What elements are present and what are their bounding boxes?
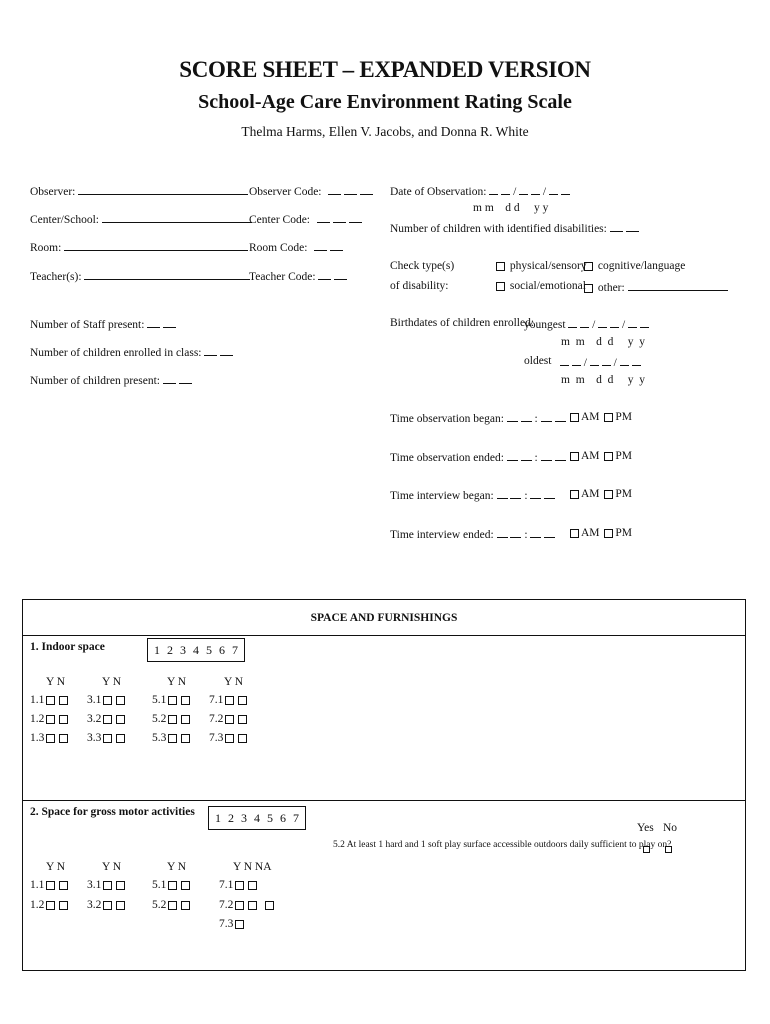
date-yy-1[interactable]: [549, 184, 558, 195]
indicator-row[interactable]: [209, 694, 249, 706]
oldest-yy-2[interactable]: [632, 355, 641, 366]
item-2-label: 2. Space for gross motor activities: [30, 806, 195, 818]
no-checkbox[interactable]: [181, 696, 190, 705]
other-input[interactable]: [628, 280, 728, 291]
page-title: SCORE SHEET – EXPANDED VERSION: [179, 57, 591, 82]
indicator-number: 3.2: [87, 899, 102, 911]
indicator-row[interactable]: [219, 899, 276, 911]
am-checkbox[interactable]: [570, 452, 579, 461]
date-mm-2[interactable]: [501, 184, 510, 195]
center-code-input-2[interactable]: [333, 212, 346, 223]
slash: /: [513, 186, 517, 198]
room-label: Room:: [30, 242, 62, 254]
center-code-input-1[interactable]: [317, 212, 330, 223]
yes-checkbox[interactable]: [103, 696, 112, 705]
center-school-input[interactable]: [102, 212, 252, 223]
authors: Thelma Harms, Ellen V. Jacobs, and Donna R. White: [241, 124, 529, 139]
slash: /: [613, 357, 617, 369]
children-enrolled-input-1[interactable]: [204, 345, 217, 356]
oldest-yy-1[interactable]: [620, 355, 629, 366]
col-head: Y N: [167, 676, 187, 688]
check-type-label-2: of disability:: [390, 280, 449, 292]
time-obs-ended-mm-1[interactable]: [541, 450, 552, 461]
time-int-began-mm-1[interactable]: [530, 488, 541, 499]
children-present-field[interactable]: [30, 373, 192, 387]
pm-label: PM: [615, 450, 633, 462]
other-option[interactable]: [582, 280, 728, 294]
indicator-row[interactable]: [152, 879, 192, 891]
time-obs-ended-ampm[interactable]: [568, 450, 632, 462]
indicator-question: 5.2 At least 1 hard and 1 soft play surface accessible outdoors daily sufficient to play on?: [333, 840, 672, 850]
time-int-ended-hh-2[interactable]: [510, 527, 521, 538]
indicator-row[interactable]: [219, 879, 259, 891]
no-checkbox[interactable]: [238, 696, 247, 705]
colon: :: [534, 452, 538, 464]
item-divider: [22, 800, 746, 801]
slash: /: [592, 319, 596, 331]
youngest-mm-2[interactable]: [580, 317, 589, 328]
room-field[interactable]: [30, 240, 248, 254]
indicator-row[interactable]: [152, 713, 192, 725]
col-head: Y N: [224, 676, 244, 688]
col-head: Y N: [102, 861, 122, 873]
other-checkbox[interactable]: [584, 284, 593, 293]
observer-code-input-2[interactable]: [344, 184, 357, 195]
slash: /: [542, 186, 547, 198]
pm-checkbox[interactable]: [604, 529, 613, 538]
observer-code-label: Observer Code:: [249, 186, 322, 198]
no-checkbox[interactable]: [116, 881, 125, 890]
yes-checkbox[interactable]: [168, 696, 177, 705]
indicator-number: 1.2: [30, 899, 45, 911]
time-obs-ended-hh-2[interactable]: [521, 450, 532, 461]
social-emotional-label: social/emotional: [509, 280, 586, 292]
indicator-number: 1.1: [30, 694, 45, 706]
teacher-code-field[interactable]: [249, 269, 347, 283]
yes-checkbox[interactable]: [225, 715, 234, 724]
pm-checkbox[interactable]: [604, 413, 613, 422]
no-checkbox[interactable]: [238, 734, 247, 743]
no-header: No: [663, 822, 678, 834]
yes-checkbox[interactable]: [235, 901, 244, 910]
cognitive-language-option[interactable]: [582, 260, 685, 272]
yes-checkbox[interactable]: [235, 920, 244, 929]
no-checkbox[interactable]: [116, 734, 125, 743]
center-school-field[interactable]: [30, 212, 252, 226]
observer-code-input-3[interactable]: [360, 184, 373, 195]
col-head: Y N: [167, 861, 187, 873]
yes-checkbox[interactable]: [168, 734, 177, 743]
youngest-dd-2[interactable]: [610, 317, 619, 328]
youngest-yy-2[interactable]: [640, 317, 649, 328]
col-head: Y N: [102, 676, 122, 688]
item-2-scale[interactable]: 1 2 3 4 5 6 7: [208, 806, 306, 830]
time-obs-began-mm-1[interactable]: [541, 411, 552, 422]
time-int-began-ampm[interactable]: [568, 488, 632, 500]
question-no-checkbox[interactable]: [665, 840, 672, 858]
indicator-number: 5.2: [152, 899, 167, 911]
staff-present-input-1[interactable]: [147, 317, 160, 328]
no-checkbox[interactable]: [116, 901, 125, 910]
children-present-input-2[interactable]: [179, 373, 192, 384]
cognitive-language-label: cognitive/language: [597, 260, 686, 272]
time-obs-began-field[interactable]: [390, 411, 566, 425]
date-hint: m m d d y y: [473, 202, 549, 214]
oldest-label: oldest: [524, 355, 552, 367]
yes-checkbox[interactable]: [225, 696, 234, 705]
no-checkbox[interactable]: [59, 696, 68, 705]
time-int-ended-label: Time interview ended:: [390, 529, 494, 541]
yes-checkbox[interactable]: [168, 715, 177, 724]
oldest-mm-1[interactable]: [560, 355, 569, 366]
youngest-field[interactable]: [524, 317, 649, 331]
indicator-row[interactable]: [152, 694, 192, 706]
indicator-row[interactable]: [87, 732, 127, 744]
teacher-code-label: Teacher Code:: [249, 271, 316, 283]
item-1-label: 1. Indoor space: [30, 641, 105, 653]
am-checkbox[interactable]: [570, 529, 579, 538]
indicator-number: 7.2: [209, 713, 224, 725]
yes-checkbox[interactable]: [235, 881, 244, 890]
colon: :: [524, 490, 528, 502]
disabilities-input-2[interactable]: [626, 221, 639, 232]
children-present-input-1[interactable]: [163, 373, 176, 384]
section-title: SPACE AND FURNISHINGS: [310, 612, 458, 624]
indicator-number: 5.1: [152, 694, 167, 706]
time-obs-began-label: Time observation began:: [390, 413, 504, 425]
yes-checkbox[interactable]: [46, 715, 55, 724]
yes-checkbox[interactable]: [46, 901, 55, 910]
time-int-ended-field[interactable]: [390, 527, 555, 541]
youngest-date-hint: m m d d y y: [561, 336, 646, 348]
indicator-number: 7.3: [209, 732, 224, 744]
yes-checkbox[interactable]: [103, 901, 112, 910]
time-obs-began-ampm[interactable]: [568, 411, 632, 423]
indicator-row[interactable]: [87, 694, 127, 706]
am-label: AM: [581, 488, 600, 500]
indicator-row[interactable]: [30, 694, 70, 706]
no-checkbox[interactable]: [238, 715, 247, 724]
time-int-ended-mm-1[interactable]: [530, 527, 541, 538]
indicator-number: 7.3: [219, 918, 234, 930]
am-checkbox[interactable]: [570, 490, 579, 499]
indicator-row[interactable]: [152, 899, 192, 911]
no-checkbox[interactable]: [248, 901, 257, 910]
pm-label: PM: [615, 488, 633, 500]
children-enrolled-input-2[interactable]: [220, 345, 233, 356]
physical-sensory-option[interactable]: [494, 260, 587, 272]
yes-checkbox[interactable]: [103, 734, 112, 743]
oldest-field[interactable]: [560, 355, 641, 369]
am-label: AM: [581, 450, 600, 462]
indicator-number: 7.1: [219, 879, 234, 891]
yes-checkbox[interactable]: [225, 734, 234, 743]
indicator-number: 7.1: [209, 694, 224, 706]
observer-label: Observer:: [30, 186, 76, 198]
indicator-row[interactable]: [87, 879, 127, 891]
pm-label: PM: [615, 411, 633, 423]
no-checkbox[interactable]: [181, 734, 190, 743]
pm-checkbox[interactable]: [604, 452, 613, 461]
indicator-row[interactable]: [30, 899, 70, 911]
center-code-label: Center Code:: [249, 214, 310, 226]
col-head: Y N: [46, 861, 66, 873]
slash: /: [621, 319, 626, 331]
indicator-number: 3.2: [87, 713, 102, 725]
yes-checkbox[interactable]: [103, 881, 112, 890]
item-1-scale[interactable]: 1 2 3 4 5 6 7: [147, 638, 245, 662]
children-enrolled-field[interactable]: [30, 345, 233, 359]
no-checkbox[interactable]: [181, 881, 190, 890]
no-checkbox[interactable]: [181, 901, 190, 910]
no-checkbox[interactable]: [116, 715, 125, 724]
yes-checkbox[interactable]: [46, 696, 55, 705]
children-present-label: Number of children present:: [30, 375, 160, 387]
yes-checkbox[interactable]: [168, 901, 177, 910]
observer-input[interactable]: [78, 184, 248, 195]
yes-checkbox[interactable]: [168, 881, 177, 890]
room-code-label: Room Code:: [249, 242, 308, 254]
date-dd-2[interactable]: [531, 184, 540, 195]
time-int-began-label: Time interview began:: [390, 490, 494, 502]
indicator-number: 5.1: [152, 879, 167, 891]
colon: :: [524, 529, 528, 541]
pm-checkbox[interactable]: [604, 490, 613, 499]
indicator-number: 3.1: [87, 694, 102, 706]
observer-field[interactable]: [30, 184, 248, 198]
time-obs-ended-hh-1[interactable]: [507, 450, 518, 461]
oldest-dd-1[interactable]: [590, 355, 599, 366]
no-checkbox[interactable]: [59, 734, 68, 743]
indicator-row[interactable]: [152, 732, 192, 744]
time-obs-began-mm-2[interactable]: [555, 411, 566, 422]
date-yy-2[interactable]: [561, 184, 570, 195]
center-code-input-3[interactable]: [349, 212, 362, 223]
staff-present-field[interactable]: [30, 317, 176, 331]
social-emotional-option[interactable]: [494, 280, 586, 292]
no-checkbox[interactable]: [59, 881, 68, 890]
no-checkbox[interactable]: [59, 901, 68, 910]
time-obs-ended-mm-2[interactable]: [555, 450, 566, 461]
center-school-label: Center/School:: [30, 214, 99, 226]
col-head: Y N NA: [233, 861, 272, 873]
indicator-row[interactable]: [219, 918, 246, 930]
observer-code-input-1[interactable]: [328, 184, 341, 195]
date-of-observation-label: Date of Observation:: [390, 186, 487, 198]
yes-checkbox[interactable]: [46, 881, 55, 890]
time-int-began-mm-2[interactable]: [544, 488, 555, 499]
staff-present-input-2[interactable]: [163, 317, 176, 328]
indicator-number: 1.3: [30, 732, 45, 744]
indicator-number: 7.2: [219, 899, 234, 911]
am-label: AM: [581, 411, 600, 423]
center-code-field[interactable]: [249, 212, 362, 226]
time-obs-ended-label: Time observation ended:: [390, 452, 504, 464]
time-obs-began-hh-2[interactable]: [521, 411, 532, 422]
no-checkbox[interactable]: [116, 696, 125, 705]
slash: /: [583, 357, 587, 369]
question-yes-checkbox[interactable]: [643, 840, 650, 858]
observer-code-field[interactable]: [249, 184, 373, 198]
indicator-row[interactable]: [87, 713, 127, 725]
time-int-ended-ampm[interactable]: [568, 527, 632, 539]
pm-label: PM: [615, 527, 633, 539]
physical-sensory-checkbox[interactable]: [496, 262, 505, 271]
time-int-ended-mm-2[interactable]: [544, 527, 555, 538]
no-checkbox[interactable]: [248, 881, 257, 890]
indicator-row[interactable]: [209, 713, 249, 725]
physical-sensory-label: physical/sensory: [509, 260, 587, 272]
time-obs-began-hh-1[interactable]: [507, 411, 518, 422]
am-label: AM: [581, 527, 600, 539]
other-label: other:: [597, 282, 625, 294]
children-enrolled-label: Number of children enrolled in class:: [30, 347, 202, 359]
indicator-row[interactable]: [30, 732, 70, 744]
time-obs-ended-field[interactable]: [390, 450, 566, 464]
am-checkbox[interactable]: [570, 413, 579, 422]
time-int-began-hh-1[interactable]: [497, 488, 508, 499]
teachers-field[interactable]: [30, 269, 250, 283]
no-checkbox[interactable]: [59, 715, 68, 724]
room-code-field[interactable]: [249, 240, 343, 254]
indicator-row[interactable]: [30, 713, 70, 725]
teachers-label: Teacher(s):: [30, 271, 82, 283]
col-head: Y N: [46, 676, 66, 688]
youngest-mm-1[interactable]: [568, 317, 577, 328]
disabilities-input-1[interactable]: [610, 221, 623, 232]
youngest-yy-1[interactable]: [628, 317, 637, 328]
indicator-row[interactable]: [209, 732, 249, 744]
indicator-number: 5.2: [152, 713, 167, 725]
colon: :: [534, 413, 538, 425]
oldest-date-hint: m m d d y y: [561, 374, 646, 386]
oldest-dd-2[interactable]: [602, 355, 611, 366]
room-code-input-2[interactable]: [330, 240, 343, 251]
disabilities-count-field[interactable]: [390, 221, 639, 235]
oldest-mm-2[interactable]: [572, 355, 581, 366]
room-code-input-1[interactable]: [314, 240, 327, 251]
indicator-row[interactable]: [87, 899, 127, 911]
date-mm-1[interactable]: [489, 184, 498, 195]
check-type-label-1: Check type(s): [390, 260, 455, 272]
indicator-row[interactable]: [30, 879, 70, 891]
teacher-code-input-1[interactable]: [318, 269, 331, 280]
date-dd-1[interactable]: [519, 184, 528, 195]
page-subtitle: School-Age Care Environment Rating Scale: [198, 91, 572, 113]
disabilities-count-label: Number of children with identified disabilities:: [390, 223, 607, 235]
time-int-began-field[interactable]: [390, 488, 555, 502]
yes-checkbox[interactable]: [103, 715, 112, 724]
yes-checkbox[interactable]: [46, 734, 55, 743]
teacher-code-input-2[interactable]: [334, 269, 347, 280]
date-of-observation-field[interactable]: [390, 184, 570, 198]
indicator-number: 1.2: [30, 713, 45, 725]
no-checkbox[interactable]: [181, 715, 190, 724]
youngest-label: youngest: [524, 319, 566, 331]
na-checkbox[interactable]: [265, 901, 274, 910]
space-furnishings-section: [22, 599, 746, 971]
time-int-ended-hh-1[interactable]: [497, 527, 508, 538]
birthdates-label: Birthdates of children enrolled:: [390, 317, 535, 329]
cognitive-language-checkbox[interactable]: [584, 262, 593, 271]
room-input[interactable]: [64, 240, 248, 251]
indicator-number: 3.3: [87, 732, 102, 744]
teachers-input[interactable]: [84, 269, 250, 280]
indicator-number: 1.1: [30, 879, 45, 891]
social-emotional-checkbox[interactable]: [496, 282, 505, 291]
indicator-number: 5.3: [152, 732, 167, 744]
youngest-dd-1[interactable]: [598, 317, 607, 328]
indicator-number: 3.1: [87, 879, 102, 891]
yes-header: Yes: [637, 822, 654, 834]
time-int-began-hh-2[interactable]: [510, 488, 521, 499]
staff-present-label: Number of Staff present:: [30, 319, 145, 331]
